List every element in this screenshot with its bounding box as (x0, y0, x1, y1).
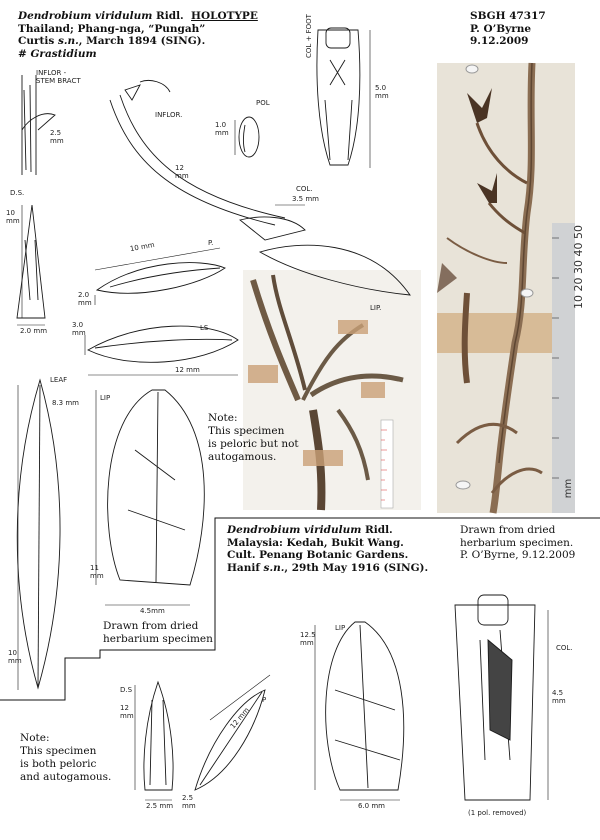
collector: Curtis (18, 35, 55, 47)
section-prefix: # (18, 47, 31, 60)
label-ds2-h (120, 705, 134, 720)
note-line: This specimen (208, 425, 285, 437)
label-p2: P (262, 696, 267, 704)
note-line: Drawn from dried (103, 620, 199, 632)
dim-unit: mm (375, 91, 389, 100)
label-lip-left-h (90, 565, 104, 580)
label-line: STEM BRACT (36, 76, 81, 85)
dim-value: 2.5 (50, 129, 62, 137)
label-inflor: INFLOR. (155, 111, 183, 119)
dim-unit: mm (235, 706, 251, 722)
label-foot: FOOT (305, 14, 313, 34)
label-ls-w (72, 322, 86, 337)
label-col2: COL. (556, 644, 573, 652)
drawn-from-left (103, 620, 218, 646)
label-col-foot-dim (375, 85, 389, 100)
collection-date: , 29th May 1916 (SING). (284, 561, 429, 574)
dim-value: 3.0 (72, 321, 84, 329)
label-ds-dim (6, 210, 20, 225)
dim-unit: mm (78, 298, 92, 307)
species-name: Dendrobium viridulum (18, 10, 153, 22)
label-lip-left: LIP (100, 394, 111, 402)
dim-unit: mm (552, 696, 566, 705)
dim-value: 2.5 (146, 802, 158, 810)
accession-number: SBGH 47317 (470, 10, 546, 22)
artist-name: P. O’Byrne (470, 22, 532, 35)
species-author: Ridl. (365, 524, 393, 536)
note-line: autogamous. (208, 451, 277, 463)
label-ds2-w (146, 803, 173, 811)
label-p-len: 10 mm (129, 240, 156, 254)
collection-number: s.n. (57, 35, 79, 47)
drawing-dorsal-sepal-2 (144, 682, 173, 790)
ruler-label: 20 (572, 277, 585, 292)
dim-unit: mm (90, 571, 104, 580)
label-stem-dim (50, 130, 64, 145)
collection-date: , March 1894 (SING). (78, 35, 206, 47)
ruler-unit: mm (563, 478, 575, 499)
dim-unit: mm (182, 801, 196, 810)
note-line: herbarium specimen. (460, 536, 574, 549)
note-line: herbarium specimen (103, 633, 213, 645)
note-line: is both peloric (20, 758, 97, 770)
second-title-line (227, 524, 452, 537)
label-col-dim: 3.5 mm (292, 195, 319, 203)
dim-value: 11 (90, 564, 99, 572)
ruler-label: 10 (572, 295, 585, 309)
collector: Hanif (227, 561, 260, 574)
label-col2-h (552, 690, 566, 705)
label-line: INFLOR - (36, 69, 67, 77)
label-leaf-len: 8.3 mm (52, 399, 79, 407)
dim-value: 4.5 (552, 689, 564, 697)
dim-unit: mm (300, 638, 314, 647)
holotype-status: HOLOTYPE (191, 10, 258, 22)
holotype-locality: Thailand; Phang-nga, “Pungah” (18, 22, 206, 35)
label-pol-removed: (1 pol. removed) (468, 809, 527, 817)
note-line: Drawn from dried (460, 524, 556, 536)
note-line: P. O’Byrne, 9.12.2009 (460, 549, 576, 561)
second-cult: Cult. Penang Botanic Gardens. (227, 549, 409, 561)
label-p2-w (182, 795, 196, 810)
drawing-date: 9.12.2009 (470, 35, 529, 47)
dim-value: 2.0 (20, 327, 32, 335)
section-name: Grastidium (30, 47, 97, 60)
label-lip: LIP. (370, 304, 382, 312)
note-holotype (208, 412, 328, 464)
dim-unit: mm (215, 128, 229, 137)
species-author: Ridl. (156, 10, 184, 22)
label-ls-len: 12 mm (175, 366, 200, 374)
species-name: Dendrobium viridulum (227, 524, 362, 536)
label-pol-dim (215, 122, 229, 137)
second-locality: Malaysia: Kedah, Bukit Wang. (227, 536, 404, 549)
dim-unit: mm (50, 136, 64, 145)
label-leaf: LEAF (50, 376, 68, 384)
dim-value: 2.5 (182, 794, 194, 802)
drawing-column-2 (455, 595, 535, 800)
dim-value: 12 (228, 718, 241, 731)
label-lip-left-w: 4.5mm (140, 607, 165, 615)
label-ls: LS (200, 324, 209, 332)
ruler-label: 30 (572, 260, 585, 274)
label-ds2: D.S (120, 686, 133, 694)
dim-value: 10 (8, 649, 17, 657)
label-ds: D.S. (10, 189, 25, 197)
label-pol: POL (256, 99, 270, 107)
dim-unit: mm (8, 656, 22, 665)
drawing-lip-2 (326, 622, 404, 790)
dim-value: 2.0 (78, 291, 90, 299)
note-second (20, 732, 120, 784)
note-line: This specimen (20, 745, 97, 757)
note-line: Note: (208, 412, 238, 424)
label-p: P. (208, 239, 214, 247)
ruler-label: 40 (572, 242, 585, 257)
label-p-w (78, 292, 92, 307)
dim-value: 12.5 (300, 631, 316, 639)
second-specimen-header (227, 524, 452, 574)
dim-unit: mm (175, 171, 189, 180)
dim-value: 5.0 (375, 84, 387, 92)
label-leaf-w (8, 650, 22, 665)
dim-unit: mm (72, 328, 86, 337)
dim-unit: mm (6, 216, 20, 225)
ruler-label: 50 (572, 225, 585, 239)
second-collection (227, 562, 452, 575)
label-col-foot (306, 14, 314, 58)
note-line: and autogamous. (20, 771, 112, 783)
note-line: Note: (20, 732, 50, 744)
note-line: is peloric but not (208, 438, 299, 450)
label-col: COL. (296, 185, 313, 193)
dim-value: 1.0 (215, 121, 227, 129)
dim-unit: mm (159, 802, 174, 810)
label-col: COL + (305, 35, 313, 58)
label-ds-width (20, 328, 47, 336)
dim-value: 12 (175, 164, 184, 172)
label-lip2-h (300, 632, 316, 647)
label-inflor-bract (36, 70, 81, 85)
dim-unit: mm (33, 327, 48, 335)
label-lip2: LIP (335, 624, 346, 632)
dim-unit: mm (120, 711, 134, 720)
dim-value: 10 (6, 209, 15, 217)
label-lip2-w: 6.0 mm (358, 802, 385, 810)
label-inflor-dim (175, 165, 189, 180)
dim-value: 12 (120, 704, 129, 712)
collection-number: s.n. (263, 561, 285, 574)
drawn-from-right (460, 524, 600, 562)
